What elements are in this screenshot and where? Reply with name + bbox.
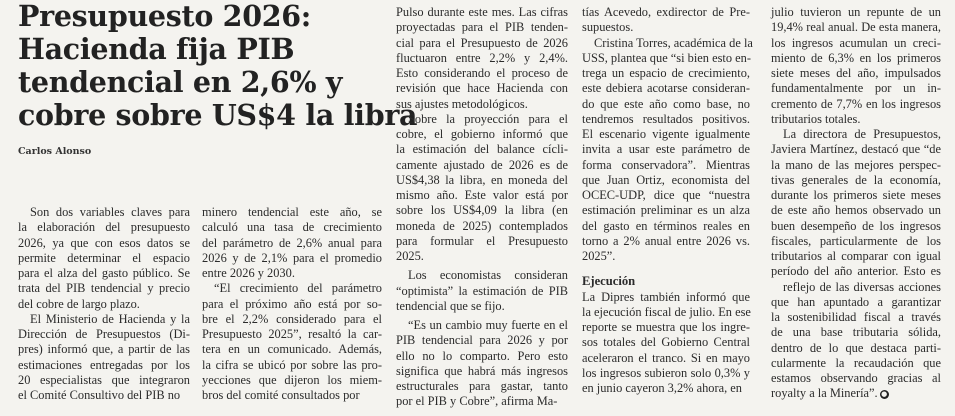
text-line: torno a 2% anual entre 2026 vs. <box>582 233 750 248</box>
text-line: la ejecución fiscal de julio. En ese <box>582 304 751 319</box>
text-line: mismo año. Este valor está por <box>396 188 568 202</box>
text-line: forma conservadora”. Mientras <box>582 157 750 172</box>
text-line: revisión que hace Hacienda con <box>396 81 568 96</box>
text-line: para formular el Presupuesto <box>396 233 568 248</box>
text-line: trega un espacio de crecimiento, <box>582 66 750 80</box>
text-line: tivas generales de la economía, <box>771 172 941 187</box>
text-line: dentro de lo que destaca parti- <box>771 340 941 355</box>
text-line: significa que habrá más ingresos <box>396 363 568 378</box>
text-line: “optimista” la estimación de PIB <box>396 283 568 298</box>
headline-line: Presupuesto 2026: <box>18 0 312 33</box>
column-2 <box>202 205 382 403</box>
text-line: sos totales del Gobierno Central <box>582 335 750 350</box>
text-line: Dirección de Presupuestos (Di- <box>18 327 190 341</box>
text-line: para el alza del gasto público. Se <box>18 266 190 280</box>
text-line: reflejo de las diversas acciones <box>783 279 941 294</box>
text-line: supuestos. <box>582 20 634 35</box>
text-line: fluctuaron entre 2,2% y 2,4%. <box>396 50 568 65</box>
text-line: la sostenibilidad fiscal a través <box>771 310 941 324</box>
text-line: PIB tendencial para 2026 y por <box>396 333 568 348</box>
text-line: siete meses del año, impulsados <box>771 66 941 80</box>
byline: Carlos Alonso <box>18 146 92 157</box>
text-line: Son dos variables claves para <box>30 205 190 219</box>
text-line: 2026, ya que con esos datos se <box>18 235 190 250</box>
text-line: estimación preliminar es un alza <box>582 203 750 218</box>
text-line: OCEC-UDP, dice que “nuestra <box>582 188 750 202</box>
text-line: USS, plantea que “si bien esto en- <box>582 50 751 65</box>
text-line: tributarios totales. <box>771 111 861 126</box>
text-line: este debiera acotarse consideran- <box>582 81 750 96</box>
text-line: Los economistas consideran <box>408 268 568 283</box>
text-line: en junio cayeron 3,2% ahora, en <box>582 381 742 395</box>
text-line: miento de 6,3% en los primeros <box>771 50 941 65</box>
text-line: aceleraron el tranco. Si en mayo <box>582 350 750 365</box>
text-line: durante los primeros siete meses <box>771 188 941 202</box>
text-line: julio tuvieron un repunte de un <box>771 5 941 19</box>
text-line: La directora de Presupuestos, <box>783 127 941 141</box>
text-line: sus ajustes metodológicos. <box>396 96 528 111</box>
text-line: buen desempeño de los ingresos <box>771 218 941 233</box>
text-line: 2025. <box>396 249 424 263</box>
text-line: do que este año como base, no <box>582 96 750 111</box>
text-line: de una base tributaria sólida, <box>771 325 941 340</box>
text-line: proyectadas para el PIB tenden- <box>396 20 568 35</box>
text-line: bros del comité consultados por <box>202 388 360 402</box>
text-line: trata del PIB tendencial y precio <box>18 281 190 296</box>
text-line: cularmente la recaudación que <box>771 355 941 370</box>
text-line: de este año hemos observado un <box>771 203 941 218</box>
headline <box>18 0 418 132</box>
text-line: US$4,38 la libra, en moneda del <box>396 172 568 187</box>
text-line: del parámetro de 2,6% anual para <box>202 235 382 250</box>
column-4 <box>582 5 753 396</box>
text-line: moneda de 2025) contemplados <box>396 218 568 233</box>
text-line: los ingresos acumulan un creci- <box>771 35 941 50</box>
text-line: 20 especialistas que integraron <box>18 372 190 387</box>
text-line: reporte se muestra que los ingre- <box>582 320 750 334</box>
column-3 <box>396 5 568 410</box>
text-line: del gasto en términos reales en <box>582 218 750 233</box>
headline-line: cobre sobre US$4 la libra <box>18 98 418 132</box>
text-line: Esto considerando el proceso de <box>396 66 568 80</box>
text-line: pres) informó que, a partir de las <box>18 342 190 357</box>
text-line: estructurales para gastar, tanto <box>396 379 568 393</box>
text-line: permite determinar el espacio <box>18 250 190 265</box>
text-line: El Ministerio de Hacienda y la <box>30 311 190 326</box>
text-line: tendencial que se fijo. <box>396 298 505 313</box>
text-line: 2025”. <box>582 249 616 263</box>
text-line: por el PIB y Cobre”, afirma Ma- <box>396 394 558 409</box>
text-line: la cifra se ubicó por sobre las pro- <box>202 357 382 372</box>
text-line: período del año anterior. Esto es <box>771 264 941 279</box>
text-line: fundamentalmente por un in- <box>771 81 941 96</box>
text-line: fiscales, particularmente de los <box>771 233 941 248</box>
text-line: tendremos resultados positivos. <box>582 111 750 126</box>
text-line: tributarios al comparar con igual <box>771 249 941 263</box>
subhead-ejecucion: Ejecución <box>582 274 636 289</box>
text-line: el Comité Consultivo del PIB no <box>18 388 181 402</box>
text-line: los ingresos subieron solo 0,3% y <box>582 365 750 380</box>
end-mark-icon: ● <box>881 389 888 398</box>
text-line: la estimación del balance cícli- <box>396 142 568 157</box>
text-line: del cobre de largo plazo. <box>18 296 140 311</box>
text-line: minero tendencial este año, se <box>202 205 382 219</box>
text-line: la mano de las mejores perspec- <box>771 157 941 172</box>
headline-line: Hacienda fija PIB <box>18 32 295 66</box>
text-line: “Es un cambio muy fuerte en el <box>408 318 568 332</box>
headline-line: tendencial en 2,6% y <box>18 65 343 99</box>
text-line: bre el 2,2% considerado para el <box>202 311 382 326</box>
text-line: Javiera Martínez, destacó que “de <box>771 142 941 157</box>
text-line: sobre los US$4,09 la libra (en <box>396 203 568 218</box>
text-line: calculó una tasa de crecimiento <box>202 220 382 235</box>
text-line: estimaciones entregadas por los <box>18 357 190 372</box>
text-line: camente ajustado de 2026 es de <box>396 157 568 172</box>
text-line: 2026 y de 2,1% para el promedio <box>202 250 382 265</box>
text-line: Presupuesto 2025”, resaltó la car- <box>202 327 382 341</box>
text-line: 19,4% real anual. De esta manera, <box>771 20 941 35</box>
text-line: entre 2026 y 2030. <box>202 266 295 280</box>
text-line: cremento de 7,7% en los ingresos <box>771 96 941 111</box>
text-line: La Dipres también informó que <box>582 289 750 304</box>
text-line: Cristina Torres, académica de la <box>594 35 753 50</box>
text-line: “El crecimiento del parámetro <box>214 281 382 296</box>
text-line: estamos observando gracias al <box>771 371 941 385</box>
text-line: cial para el Presupuesto de 2026 <box>396 35 568 50</box>
text-line: tera en un comunicado. Además, <box>202 342 382 357</box>
text-line: cobre, el gobierno informó que <box>396 127 568 141</box>
text-line: que han apuntado a garantizar <box>771 294 941 309</box>
text-line: para el próximo año está por so- <box>202 296 382 311</box>
text-line: ello no lo comparto. Pero esto <box>396 348 568 363</box>
text-line: yecciones que dijeron los miem- <box>202 372 382 387</box>
text-line: El escenario vigente igualmente <box>582 127 750 141</box>
text-line: la elaboración del presupuesto <box>18 220 190 235</box>
column-5 <box>771 5 941 402</box>
column-1 <box>18 205 190 403</box>
text-line: Sobre la proyección para el <box>408 111 568 126</box>
text-line: royalty a la Minería”. ● <box>771 386 888 401</box>
text-line: Pulso durante este mes. Las cifras <box>396 5 568 19</box>
text-line: que Juan Ortiz, economista del <box>582 172 750 187</box>
text-line: invita a usar este parámetro de <box>582 142 750 157</box>
text-line: tías Acevedo, exdirector de Pre- <box>582 5 750 19</box>
